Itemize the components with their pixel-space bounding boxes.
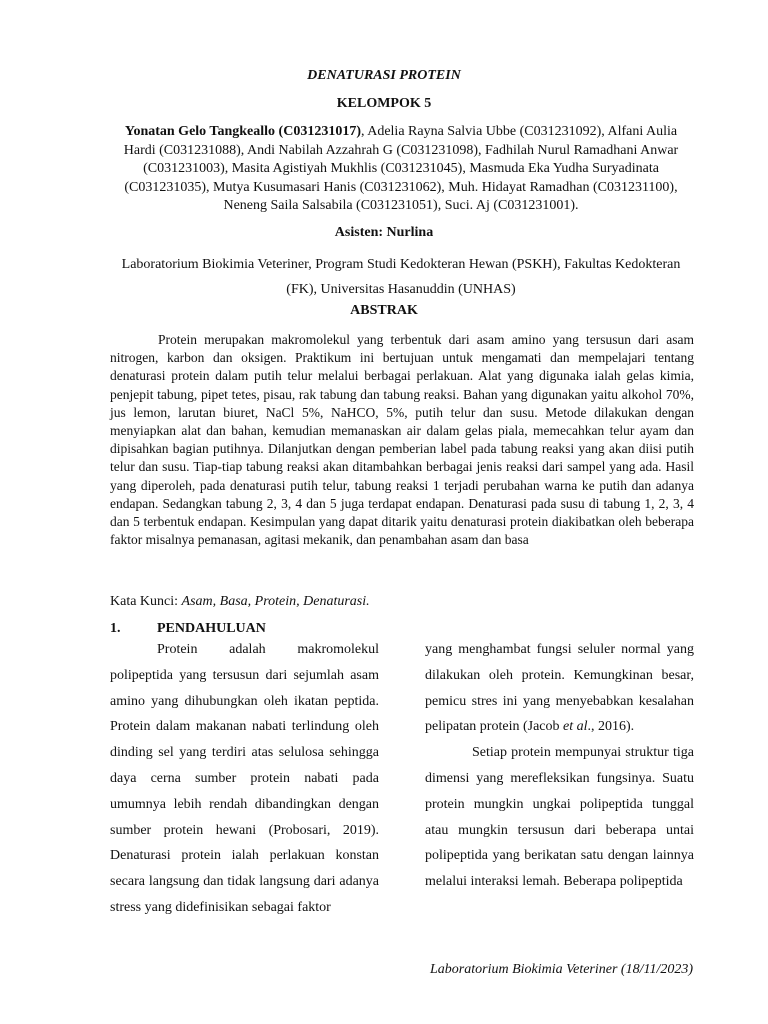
page-footer: Laboratorium Biokimia Veteriner (18/11/2023) [430,962,693,977]
body-column-right [425,637,694,895]
author-list [108,123,694,216]
body-column-left [110,637,379,921]
body-paragraph: Protein adalah makromolekul polipeptida yang tersusun dari sejumlah asam amino yang dihubungkan oleh ikatan peptida. Protein dalam makanan nabati terlindung oleh dinding sel yang terdiri atas selulosa sehingga daya cerna sumber protein nabati pada umumnya lebih rendah dibandingkan dengan sumber protein hewani (Probosari, 2019). Denaturasi protein ialah perlakuan konstan secara langsung dan tidak langsung dari adanya stress yang didefinisikan sebagai faktor [110,642,379,915]
affiliation: Laboratorium Biokimia Veteriner, Program Studi Kedokteran Hewan (PSKH), Fakultas Kedokteran (FK), Universitas Hasanuddin (UNHAS) [121,257,681,297]
group-label: KELOMPOK 5 [336,96,432,111]
paper-title: DENATURASI PROTEIN [307,68,461,83]
other-authors: , Adelia Rayna Salvia Ubbe (C031231092), Alfani Aulia Hardi (C031231088), Andi Nabilah Azzahrah G (C031231098), Fadhilah Nurul Ramadhani Anwar (C031231003), Masita Agistiyah Mukhlis (C031231045), Masmuda Eka Yudha Suryadinata (C031231035), Mutya Kusumasari Hanis (C031231062), Muh. Hidayat Ramadhan (C031231100), Neneng Saila Salsabila (C031231051), Suci. Aj (C031231001). [123,124,679,214]
body-text: ., 2016). [587,719,635,735]
assistant-line: Asisten: Nurlina [334,225,434,240]
keywords [110,594,694,610]
body-paragraph [425,637,694,740]
keywords-label: Kata Kunci: [110,594,182,609]
section-title: PENDAHULUAN [157,621,266,636]
body-paragraph: Setiap protein mempunyai struktur tiga dimensi yang merefleksikan fungsinya. Suatu protein mungkin ungkai polipeptida tunggal atau mungkin tersusun dari beberapa untai polipeptida yang berikatan satu dengan lainnya melalui interaksi lemah. Beberapa polipeptida [425,745,694,890]
section-heading [110,621,266,637]
abstract-heading: ABSTRAK [350,303,418,318]
body-text: yang menghambat fungsi seluler normal yang dilakukan oleh protein. Kemungkinan besar, pemicu stres ini yang menyebabkan kesalahan pelipatan protein (Jacob [425,642,694,735]
lead-author: Yonatan Gelo Tangkeallo (C031231017) [124,124,361,139]
section-number: 1. [110,621,121,636]
keywords-terms: Asam, Basa, Protein, Denaturasi. [181,594,370,609]
citation-italic: et al [563,719,588,735]
abstract-text: Protein merupakan makromolekul yang terbentuk dari asam amino yang tersusun dari asam nitrogen, karbon dan oksigen. Praktikum ini bertujuan untuk mengamati dan mempelajari tentang denaturasi protein dalam putih telur melalui berbagai perlakuan. Alat yang digunaka ialah gelas kimia, penjepit tabung, pipet tetes, pisau, rak tabung dan tabung reaksi. Bahan yang digunakan yaitu alkohol 70%, jus lemon, larutan biuret, NaCl 5%, NaHCO, 5%, putih telur dan susu. Metode dilakukan dengan menyiapkan alat dan bahan, kemudian memanaskan air dalam gelas piala, memecahkan telur ayam dan dipisahkan bagian putihnya. Dilanjutkan dengan pemberian label pada tabung reaksi yang akan diisi putih telur dan susu. Tiap-tiap tabung reaksi akan ditambahkan berbagai jenis reaksi dari sampel yang ada. Hasil yang diperoleh, pada denaturasi putih telur, tabung reaksi 1 terjadi perubahan warna ke putih dan adanya endapan. Sedangkan tabung 2, 3, 4 dan 5 juga terdapat endapan. Denaturasi pada susu di tabung 1, 2, 3, 4 dan 5 terbentuk endapan. Kesimpulan yang dapat ditarik yaitu denaturasi protein diakibatkan oleh beberapa faktor misalnya pemanasan, agitasi mekanik, dan penambahan asam dan basa [110,332,694,548]
